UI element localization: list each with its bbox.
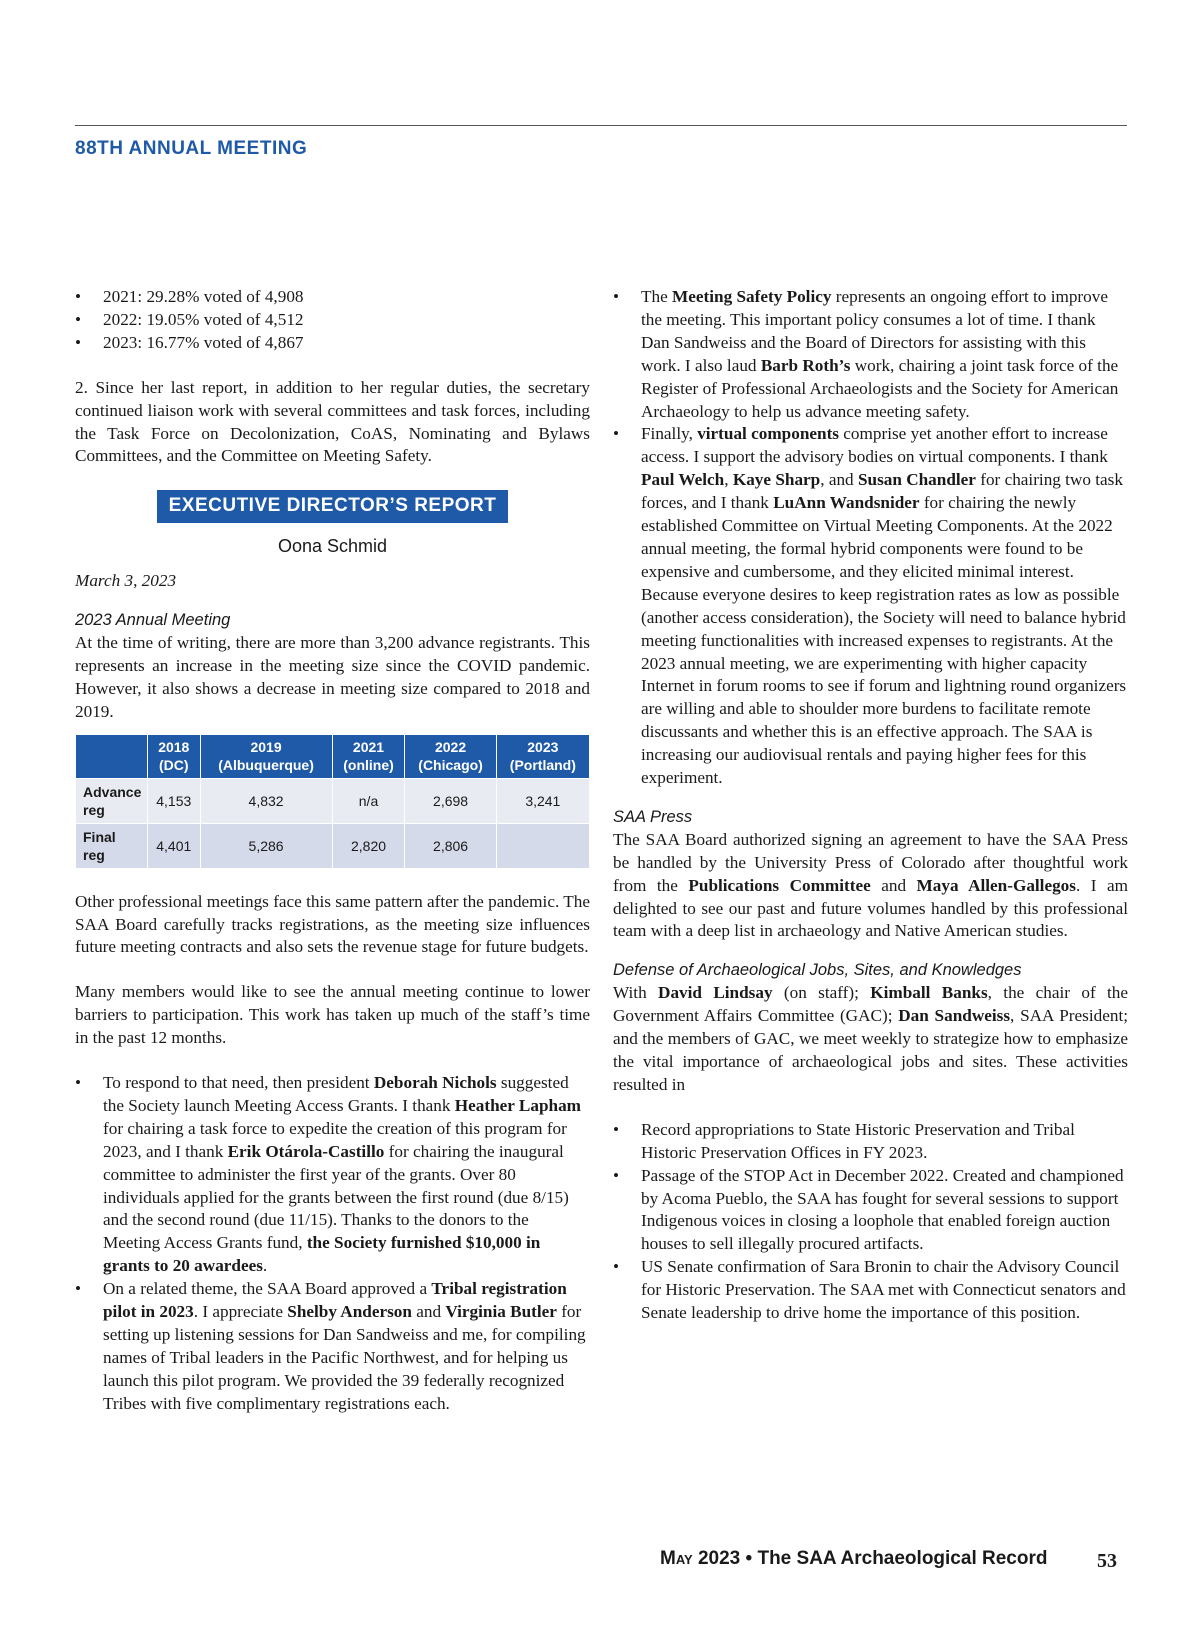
access-list [75, 1072, 590, 1416]
defense-paragraph: With David Lindsay (on staff); Kimball Banks, the chair of the Government Affairs Committee (GAC); Dan Sandweiss, SAA President; and the members of GAC, we meet weekly to strategize how to emphasize the vital importance of archaeological jobs and sites. These activities resulted in [613, 983, 1129, 1094]
page-footer [660, 1548, 1047, 1570]
registration-table [75, 734, 590, 869]
column-header: 2022 (Chicago) [405, 734, 496, 778]
table-cell: 2,820 [332, 823, 405, 868]
header-rule [75, 125, 1127, 126]
footer-separator: • [745, 1548, 753, 1569]
list-item: • 2021: 29.28% voted of 4,908 [75, 286, 590, 309]
author-name: Oona Schmid [277, 536, 388, 557]
table-row [76, 778, 590, 823]
page-number: 53 [1097, 1550, 1117, 1572]
right-column [613, 286, 1128, 1325]
table-cell [496, 823, 589, 868]
list-item: • 2023: 16.77% voted of 4,867 [75, 332, 590, 355]
table-cell: 4,153 [148, 778, 201, 823]
saa-press-heading: SAA Press [613, 807, 693, 826]
defense-heading: Defense of Archaeological Jobs, Sites, and Knowledges [613, 961, 1022, 980]
report-banner: EXECUTIVE DIRECTOR’S REPORT [157, 490, 509, 523]
list-item: • Record appropriations to State Historic Preservation and Tribal Historic Preservation Offices in FY 2023. [613, 1119, 1128, 1165]
table-cell: 2,698 [405, 778, 496, 823]
footer-date: May 2023 [660, 1548, 741, 1569]
row-header: Final reg [76, 823, 148, 868]
table-cell: 4,832 [200, 778, 332, 823]
table-corner-cell [76, 734, 148, 778]
table-cell: 4,401 [148, 823, 201, 868]
table-cell: 5,286 [200, 823, 332, 868]
row-header: Advance reg [76, 778, 148, 823]
annual-meeting-heading: 2023 Annual Meeting [75, 611, 231, 630]
results-list [613, 1119, 1128, 1325]
section-title: 88TH ANNUAL MEETING [75, 138, 308, 159]
list-item: • Passage of the STOP Act in December 2022. Created and championed by Acoma Pueblo, the SAA has fought for several sessions to support Indigenous voices in closing a loophole that enabled foreign auction houses to sell illegally procured artifacts. [613, 1165, 1128, 1257]
vote-list [75, 286, 590, 355]
safety-virtual-list [613, 286, 1128, 790]
list-item: • 2022: 19.05% voted of 4,512 [75, 309, 590, 332]
liaison-paragraph: 2. Since her last report, in addition to her regular duties, the secretary continued liaison work with several committees and task forces, including the Task Force on Decolonization, CoAS, Nominating and Bylaws Committees, and the Committee on Meeting Safety. [75, 377, 590, 466]
table-row [76, 823, 590, 868]
saa-press-paragraph: The SAA Board authorized signing an agreement to have the SAA Press be handled by the University Press of Colorado after thoughtful work from the Publications Committee and Maya Allen-Gallegos. I am delighted to see our past and future volumes handled by this professional team with a deep list in archaeology and Native American studies. [613, 829, 1128, 941]
list-item: • On a related theme, the SAA Board approved a Tribal registration pilot in 2023. I appreciate Shelby Anderson and Virginia Butler for setting up listening sessions for Dan Sandweiss and me, for compiling names of Tribal leaders in the Pacific Northwest, and for helping us launch this pilot program. We provided the 39 federally recognized Tribes with five complimentary registrations each. [75, 1278, 590, 1415]
table-header-row [76, 734, 590, 778]
column-header: 2021 (online) [332, 734, 405, 778]
annual-meeting-paragraph: At the time of writing, there are more than 3,200 advance registrants. This represents an increase in the meeting size since the COVID pandemic. However, it also shows a decrease in meeting size compared to 2018 and 2019. [75, 632, 590, 721]
report-date: March 3, 2023 [75, 571, 177, 591]
other-meetings-paragraph: Other professional meetings face this same pattern after the pandemic. The SAA Board carefully tracks registrations, as the meeting size influences future meeting contracts and also sets the revenue stage for future budgets. [75, 891, 590, 957]
list-item: • US Senate confirmation of Sara Bronin to chair the Advisory Council for Historic Preservation. The SAA met with Connecticut senators and Senate leadership to drive home the importance of this position. [613, 1256, 1128, 1325]
list-item: • Finally, virtual components comprise yet another effort to increase access. I support the advisory bodies on virtual components. I thank Paul Welch, Kaye Sharp, and Susan Chandler for chairing two task forces, and I thank LuAnn Wandsnider for chairing the newly established Committee on Virtual Meeting Components. At the 2022 annual meeting, the formal hybrid components were found to be expensive and cumbersome, and they elicited minimal interest. Because everyone desires to keep registration rates as low as possible (another access consideration), the Society will need to balance hybrid meeting functionalities with increased expenses to registrants. At the 2023 annual meeting, we are experimenting with higher capacity Internet in forum rooms to see if forum and lightning round organizers are willing and able to shoulder more burdens to facilitate remote discussants and whether this is an effective approach. The SAA is increasing our audiovisual rentals and paying higher fees for this experiment. [613, 423, 1128, 790]
members-paragraph: Many members would like to see the annual meeting continue to lower barriers to participation. This work has taken up much of the staff’s time in the past 12 months. [75, 982, 590, 1048]
list-item: • The Meeting Safety Policy represents an ongoing effort to improve the meeting. This important policy consumes a lot of time. I thank Dan Sandweiss and the Board of Directors for assisting with this work. I also laud Barb Roth’s work, chairing a joint task force of the Register of Professional Archaeologists and the Society for American Archaeology to help us advance meeting safety. [613, 286, 1128, 423]
table-cell: 3,241 [496, 778, 589, 823]
column-header: 2018 (DC) [148, 734, 201, 778]
footer-publication: The SAA Archaeological Record [757, 1548, 1048, 1569]
table-cell: 2,806 [405, 823, 496, 868]
report-banner-wrap [75, 490, 590, 523]
table-cell: n/a [332, 778, 405, 823]
column-header: 2019 (Albuquerque) [200, 734, 332, 778]
column-header: 2023 (Portland) [496, 734, 589, 778]
left-column [75, 286, 590, 1416]
list-item: • To respond to that need, then president Deborah Nichols suggested the Society launch Meeting Access Grants. I thank Heather Lapham for chairing a task force to expedite the creation of this program for 2023, and I thank Erik Otárola-Castillo for chairing the inaugural committee to administer the first year of the grants. Over 80 individuals applied for the grants between the first round (due 8/15) and the second round (due 11/15). Thanks to the donors to the Meeting Access Grants fund, the Society furnished $10,000 in grants to 20 awardees. [75, 1072, 590, 1278]
